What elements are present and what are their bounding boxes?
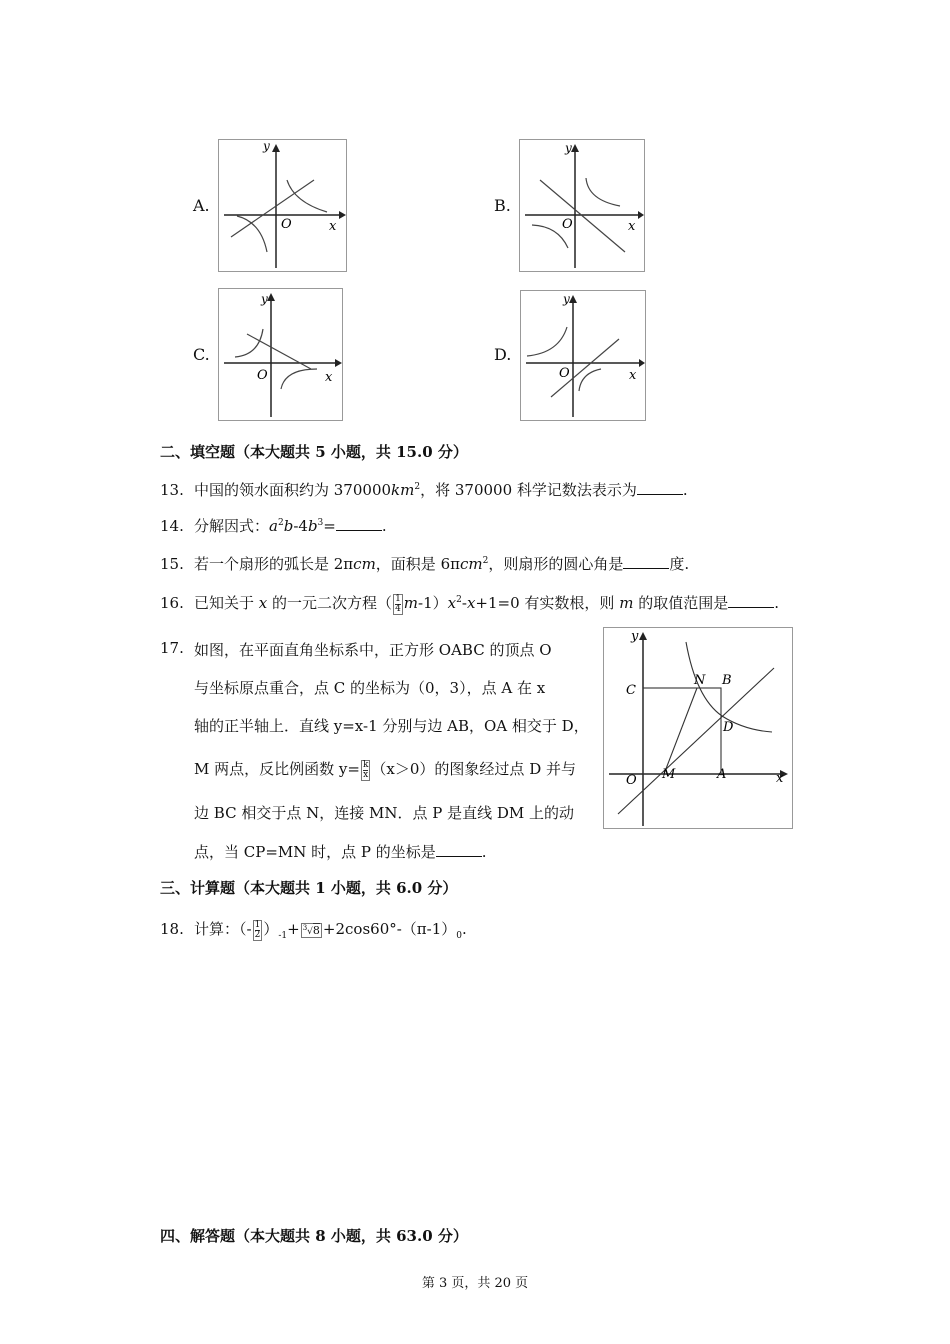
origin-label: O bbox=[281, 217, 292, 232]
point-b-label: B bbox=[722, 673, 732, 688]
x-label: x bbox=[628, 219, 636, 234]
hyperbola-branch bbox=[237, 216, 267, 252]
y-arrow-icon bbox=[569, 295, 577, 303]
hyperbola-branch bbox=[579, 369, 601, 391]
point-n-label: N bbox=[694, 673, 706, 688]
hyperbola-branch bbox=[527, 327, 567, 356]
y-label: y bbox=[261, 292, 268, 306]
y-arrow-icon bbox=[272, 144, 280, 152]
question-number: 16. bbox=[160, 594, 184, 612]
y-label: y bbox=[631, 629, 639, 644]
x-label: x bbox=[325, 370, 333, 385]
question-13: 13. 中国的领水面积约为 $370000km^2$，将 370000 科学记数法表示为 . bbox=[160, 481, 688, 499]
hyperbola-branch bbox=[235, 329, 263, 357]
question-17-line-4: M 两点，反比例函数 y= $\frac{k}{x}$ （x＞0）的图象经过点 D 并与 bbox=[194, 759, 576, 780]
y-arrow-icon bbox=[267, 293, 275, 301]
page-footer: 第 3 页，共 20 页 bbox=[421, 1276, 529, 1291]
point-m-label: M bbox=[662, 767, 676, 782]
question-17-line-3: 轴的正半轴上．直线 y=x-1 分别与边 AB，OA 相交于 D， bbox=[194, 717, 589, 735]
point-o-label: O bbox=[626, 773, 637, 788]
origin-label: O bbox=[257, 368, 268, 383]
cube-root: $^3$√8 bbox=[302, 923, 320, 937]
y-arrow-icon bbox=[639, 632, 647, 640]
question-18: 18. 计算：（- $\frac{1}{2}$ ）$_{-1}+ ^3√8 +2\cos 60^\circ-(\pi-1)_0$. bbox=[160, 919, 467, 941]
question-number: 15. bbox=[160, 555, 184, 573]
y-label: y bbox=[263, 139, 270, 153]
x-arrow-icon bbox=[335, 359, 342, 367]
option-c-label: C. bbox=[193, 345, 210, 364]
point-d-label: D bbox=[723, 720, 734, 735]
question-17-line-1: 如图，在平面直角坐标系中，正方形 OABC 的顶点 O bbox=[194, 641, 552, 659]
hyperbola-branch bbox=[281, 369, 317, 389]
section-4-title: 四、解答题（本大题共 8 小题，共 63.0 分） bbox=[160, 1227, 468, 1245]
origin-label: O bbox=[562, 217, 573, 232]
question-14: 14. 分解因式：$a^2b-4b^3=$ . bbox=[160, 517, 387, 535]
question-17-line-5: 边 BC 相交于点 N，连接 MN．点 P 是直线 DM 上的动 bbox=[194, 804, 575, 822]
option-d-label: D. bbox=[494, 345, 512, 364]
hyperbola-branch bbox=[586, 178, 620, 206]
question-15: 15. 若一个扇形的弧长是 2πcm，面积是 6πcm$^2$，则扇形的圆心角是 度. bbox=[160, 555, 690, 573]
x-arrow-icon bbox=[638, 211, 644, 219]
x-label: x bbox=[329, 219, 337, 234]
x-arrow-icon bbox=[339, 211, 346, 219]
point-a-label: A bbox=[717, 767, 727, 782]
fraction: $\frac{1}{2}$ bbox=[254, 919, 261, 940]
question-number: 14. bbox=[160, 517, 184, 535]
question-17-figure bbox=[603, 627, 793, 829]
option-d-graph bbox=[520, 290, 646, 421]
answer-blank bbox=[336, 518, 382, 531]
option-a-label: A. bbox=[193, 196, 210, 215]
section-3-title: 三、计算题（本大题共 1 小题，共 6.0 分） bbox=[160, 879, 458, 897]
question-number: 18. bbox=[160, 920, 184, 938]
x-label: x bbox=[776, 771, 784, 786]
option-c-graph bbox=[218, 288, 343, 421]
question-17-line-2: 与坐标原点重合，点 C 的坐标为（0，3），点 A 在 x bbox=[194, 679, 546, 697]
question-17-number: 17. bbox=[160, 639, 184, 657]
answer-blank bbox=[728, 595, 774, 608]
y-arrow-icon bbox=[571, 144, 579, 152]
x-label: x bbox=[629, 368, 637, 383]
option-a-graph bbox=[218, 139, 347, 272]
question-number: 13. bbox=[160, 481, 184, 499]
origin-label: O bbox=[559, 366, 570, 381]
fraction: $\frac{1}{4}$ bbox=[395, 593, 401, 614]
question-17-line-6: 点，当 CP=MN 时，点 P 的坐标是 . bbox=[194, 843, 487, 861]
square-oabc bbox=[643, 688, 721, 774]
option-b-label: B. bbox=[494, 196, 511, 215]
option-b-graph bbox=[519, 139, 645, 272]
line-graph bbox=[540, 180, 625, 252]
line-graph bbox=[231, 180, 314, 237]
y-label: y bbox=[563, 292, 570, 306]
answer-blank bbox=[637, 482, 683, 495]
point-c-label: C bbox=[626, 683, 636, 698]
segment-mn bbox=[664, 688, 697, 774]
answer-blank bbox=[623, 556, 669, 569]
question-16: 16. 已知关于 x 的一元二次方程（ $\frac{1}{4}$ $m-1)x^2-x+1=0$ 有实数根，则 m 的取值范围是 . bbox=[160, 593, 779, 614]
fraction: $\frac{k}{x}$ bbox=[362, 759, 369, 780]
section-2-title: 二、填空题（本大题共 5 小题，共 15.0 分） bbox=[160, 443, 468, 461]
answer-blank bbox=[436, 844, 482, 857]
x-arrow-icon bbox=[639, 359, 645, 367]
y-label: y bbox=[565, 141, 572, 155]
